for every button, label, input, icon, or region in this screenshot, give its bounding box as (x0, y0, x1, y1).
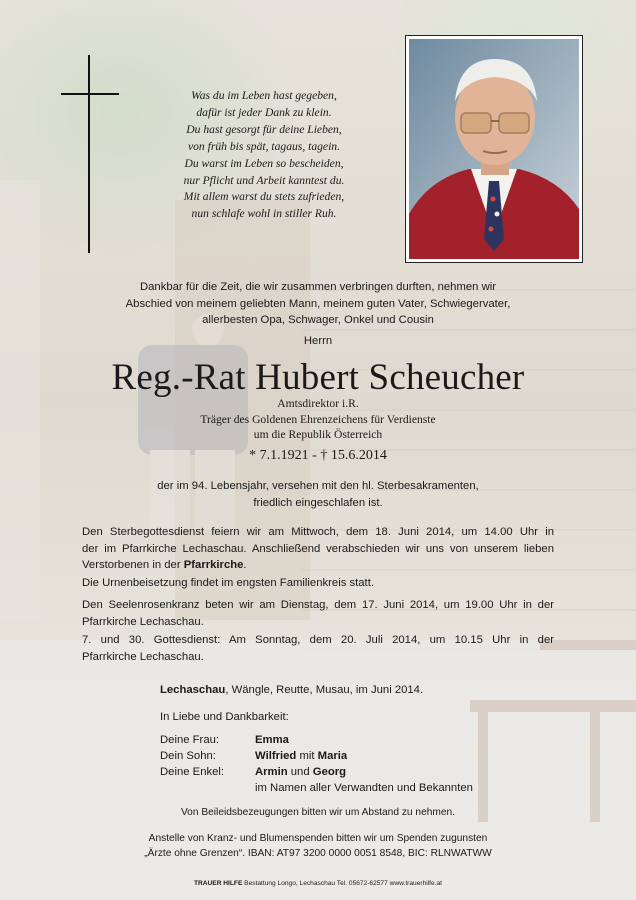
death-statement (0, 478, 636, 511)
death-line: der im 94. Lebensjahr, versehen mit den hl. Sterbesakramenten, (157, 480, 479, 492)
poem-line: nun schlafe wohl in stiller Ruh. (191, 207, 337, 221)
relative-name: Wilfried (255, 750, 297, 762)
poem-line: Du warst im Leben so bescheiden, (184, 156, 344, 170)
text-span: Verstorbenen in der (82, 559, 184, 571)
title-line: Amtsdirektor i.R. (277, 397, 359, 410)
funeral-service-paragraph (82, 524, 554, 574)
donation-line: Anstelle von Kranz- und Blumenspenden bitten wir um Spenden zugunsten (148, 833, 488, 844)
poem (130, 88, 398, 223)
condolence-note: Von Beileidsbezeugungen bitten wir um Abstand zu nehmen. (180, 807, 456, 818)
poem-line: Du hast gesorgt für deine Lieben, (186, 122, 342, 136)
title-line: Träger des Goldenen Ehrenzeichens für Verdienste (200, 412, 436, 426)
portrait-photo (405, 35, 583, 263)
text-span: mit (296, 750, 318, 762)
funeral-home-footer (0, 880, 636, 887)
honorific: Herrn (303, 335, 333, 347)
intro-line: Dankbar für die Zeit, die wir zusammen verbringen durften, nehmen wir (139, 281, 496, 293)
deceased-titles (0, 396, 636, 443)
funeral-home-brand: TRAUER HILFE (193, 880, 243, 887)
paragraph-line: Den Sterbegottesdienst feiern wir am Mittwoch, dem 18. Juni 2014, um 14.00 Uhr in (82, 526, 554, 538)
death-line: friedlich eingeschlafen ist. (253, 496, 383, 509)
relatives-note: im Namen aller Verwandten und Bekannten (255, 782, 473, 794)
love-line: In Liebe und Dankbarkeit: (160, 711, 289, 723)
poem-line: von früh bis spät, tagaus, tagein. (187, 139, 340, 153)
intro-line: allerbesten Opa, Schwager, Onkel und Cousin (202, 314, 434, 326)
relative-row (160, 766, 346, 778)
cross-icon-bar (61, 93, 119, 95)
life-dates: * 7.1.1921 - † 15.6.2014 (249, 448, 387, 463)
relative-label: Deine Frau: (160, 734, 220, 746)
relative-name: Georg (312, 766, 347, 778)
deceased-name: Reg.-Rat Hubert Scheucher (111, 357, 525, 398)
cross-icon (88, 55, 90, 253)
text-span: . (243, 559, 247, 571)
poem-line: nur Pflicht und Arbeit kanntest du. (183, 173, 345, 187)
mass-paragraph (82, 632, 554, 665)
relative-label: Deine Enkel: (160, 766, 225, 778)
intro-text (0, 279, 636, 329)
paragraph-line: Pfarrkirche Lechaschau. (82, 650, 204, 663)
funeral-home-contact: Bestattung Longo, Lechaschau Tel. 05672-62577 www.trauerhilfe.at (242, 880, 443, 887)
relative-row (160, 734, 289, 746)
paragraph-line: 7. und 30. Gottesdienst: Am Sonntag, dem 20. Juli 2014, um 10.15 Uhr in der (82, 634, 554, 646)
paragraph-line (82, 557, 554, 574)
bold-text: Pfarrkirche (183, 559, 244, 571)
text-span: und (287, 766, 313, 778)
place-date-line (160, 684, 423, 696)
donation-line: „Ärzte ohne Grenzen“. IBAN: AT97 3200 0000 0051 8548, BIC: RLNWATWW (144, 847, 492, 859)
urn-paragraph (82, 575, 554, 592)
relative-label: Dein Sohn: (160, 750, 216, 762)
title-line: um die Republik Österreich (253, 428, 383, 442)
relative-name: Maria (317, 750, 348, 762)
rosary-paragraph (82, 597, 554, 630)
poem-line: dafür ist jeder Dank zu klein. (196, 105, 332, 119)
poem-line: Mit allem warst du stets zufrieden, (183, 190, 345, 204)
intro-line: Abschied von meinem geliebten Mann, meinem guten Vater, Schwiegervater, (125, 297, 511, 310)
paragraph-line: Den Seelenrosenkranz beten wir am Dienstag, dem 17. Juni 2014, um 19.00 Uhr in der (82, 599, 554, 611)
donation-note (0, 832, 636, 861)
paragraph-line: Pfarrkirche Lechaschau. (82, 615, 204, 628)
paragraph-line: der im Pfarrkirche Lechaschau. Anschließend verabschieden wir uns von unserem lieben (82, 542, 554, 555)
relative-name: Armin (255, 766, 288, 778)
text-span: , Wängle, Reutte, Musau, im Juni 2014. (225, 684, 424, 696)
relative-row (160, 750, 347, 762)
relative-name: Emma (255, 734, 289, 746)
portrait-image (409, 39, 579, 259)
poem-line: Was du im Leben hast gegeben, (191, 89, 337, 102)
bold-text: Lechaschau (160, 684, 226, 696)
paragraph-line: Die Urnenbeisetzung findet im engsten Familienkreis statt. (82, 577, 374, 589)
